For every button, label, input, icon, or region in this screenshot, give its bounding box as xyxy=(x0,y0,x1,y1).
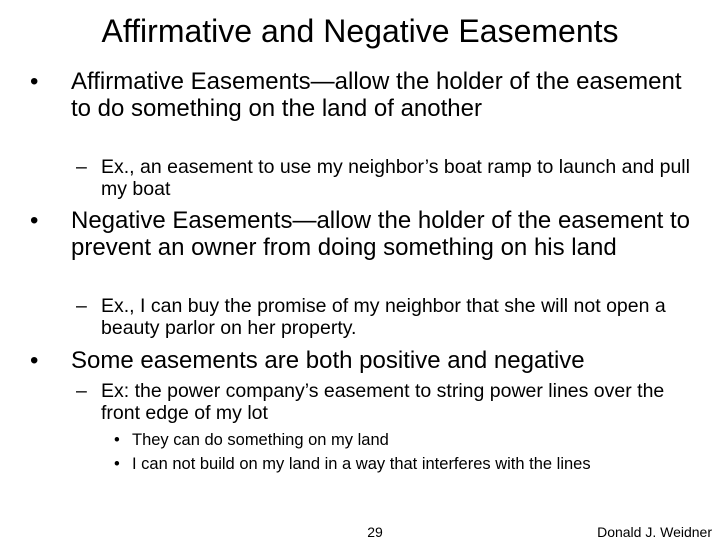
sub-bullet-beauty-parlor-example xyxy=(76,295,696,339)
footer-author: Donald J. Weidner xyxy=(597,524,712,540)
page-number: 29 xyxy=(367,524,383,540)
bullet-marker: • xyxy=(30,207,39,234)
bullet-marker: • xyxy=(30,68,39,95)
sub-sub-bullet-text: I can not build on my land in a way that interferes with the lines xyxy=(132,455,591,473)
bullet-text: Affirmative Easements—allow the holder of the easement to do something on the land of another xyxy=(71,68,682,122)
bullet-marker: • xyxy=(30,347,39,374)
sub-bullet-text: Ex., I can buy the promise of my neighbor that she will not open a beauty parlor on her property. xyxy=(101,295,666,339)
sub-bullet-text: Ex: the power company’s easement to string power lines over the front edge of my lot xyxy=(101,380,665,424)
slide-title: Affirmative and Negative Easements xyxy=(101,13,619,49)
sub-sub-bullet-they-can-do xyxy=(114,430,674,451)
bullet-text: Some easements are both positive and negative xyxy=(71,347,585,374)
bullet-negative-easements xyxy=(30,207,700,261)
sub-bullet-text: Ex., an easement to use my neighbor’s boat ramp to launch and pull my boat xyxy=(101,156,690,200)
sub-bullet-power-company-example xyxy=(76,380,696,424)
bullet-text: Negative Easements—allow the holder of the easement to prevent an owner from doing something on his land xyxy=(71,207,691,261)
dash-marker: – xyxy=(76,380,87,402)
dash-marker: – xyxy=(76,295,87,317)
bullet-both-positive-negative xyxy=(30,347,700,374)
sub-bullet-boat-ramp-example xyxy=(76,156,696,200)
bullet-marker: • xyxy=(114,455,120,473)
bullet-affirmative-easements xyxy=(30,68,700,122)
dash-marker: – xyxy=(76,156,87,178)
bullet-marker: • xyxy=(114,431,120,449)
sub-sub-bullet-text: They can do something on my land xyxy=(132,431,389,449)
sub-sub-bullet-can-not-build xyxy=(114,454,674,475)
